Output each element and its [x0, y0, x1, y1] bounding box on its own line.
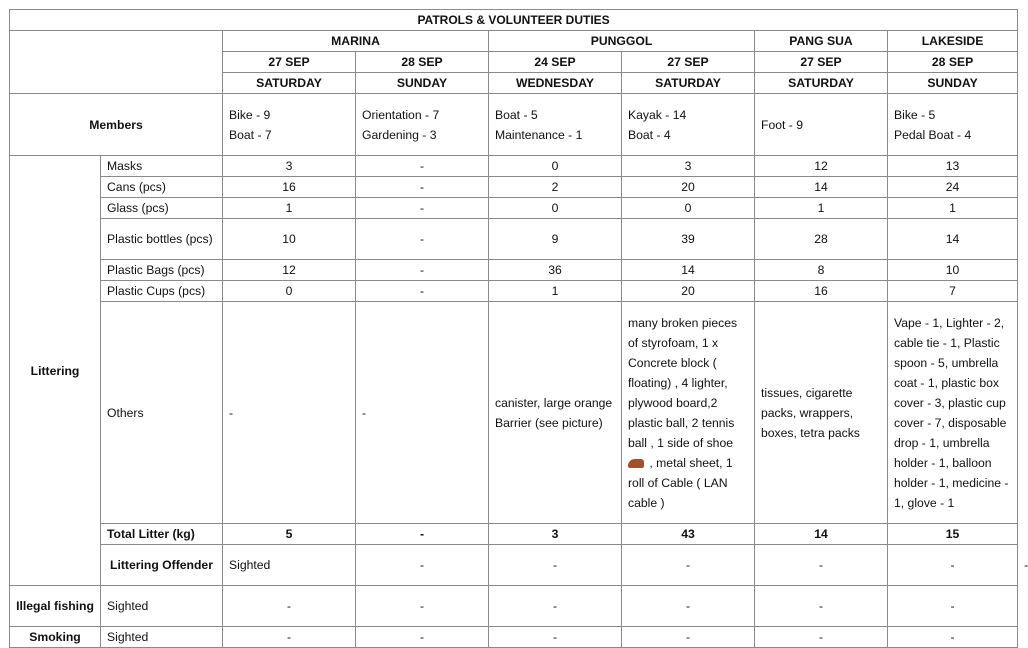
- members-label: Members: [10, 94, 223, 156]
- location-row: [10, 31, 1018, 52]
- members-cell: [888, 94, 1018, 156]
- total-cell: 5: [223, 524, 356, 545]
- member-line: Pedal Boat - 4: [894, 127, 972, 142]
- value-cell: -: [489, 586, 622, 627]
- others-cell: -: [223, 302, 356, 524]
- table-title: PATROLS & VOLUNTEER DUTIES: [10, 10, 1018, 31]
- day-cell: SATURDAY: [622, 73, 755, 94]
- date-cell: 28 SEP: [888, 52, 1018, 73]
- members-row: [10, 94, 1018, 156]
- total-cell: 14: [755, 524, 888, 545]
- value-cell: 0: [489, 198, 622, 219]
- title-row: [10, 10, 1018, 31]
- others-cell: -: [356, 302, 489, 524]
- value-cell: -: [356, 198, 489, 219]
- row-label: Plastic Cups (pcs): [101, 281, 223, 302]
- value-cell: 28: [755, 219, 888, 260]
- total-cell: -: [356, 524, 489, 545]
- value-cell: -: [356, 156, 489, 177]
- date-cell: 27 SEP: [755, 52, 888, 73]
- date-cell: 27 SEP: [223, 52, 356, 73]
- value-cell: 12: [755, 156, 888, 177]
- member-line: Bike - 9: [229, 107, 271, 122]
- value-cell: -: [223, 627, 356, 648]
- others-text: , metal sheet, 1 roll of Cable ( LAN cable ): [628, 455, 733, 510]
- member-line: Orientation - 7: [362, 107, 440, 122]
- location-marina: MARINA: [223, 31, 489, 52]
- value-cell: 2: [489, 177, 622, 198]
- member-line: Foot - 9: [761, 117, 803, 132]
- value-cell: -: [755, 586, 888, 627]
- others-cell: tissues, cigarette packs, wrappers, boxes, tetra packs: [755, 302, 888, 524]
- value-cell: -: [622, 545, 755, 586]
- value-cell: 1: [888, 198, 1018, 219]
- total-row: [10, 524, 1018, 545]
- value-cell: -: [888, 586, 1018, 627]
- member-line: Kayak - 14: [628, 107, 687, 122]
- value-cell: 16: [755, 281, 888, 302]
- fishing-row: [10, 586, 1018, 627]
- table-row: [10, 198, 1018, 219]
- value-cell: 3: [223, 156, 356, 177]
- day-cell: SUNDAY: [888, 73, 1018, 94]
- value-cell: 14: [622, 260, 755, 281]
- value-cell: -: [356, 177, 489, 198]
- value-cell: 12: [223, 260, 356, 281]
- row-label: Sighted: [101, 586, 223, 627]
- day-cell: SATURDAY: [755, 73, 888, 94]
- value-cell: -: [489, 545, 622, 586]
- members-cell: [356, 94, 489, 156]
- value-cell: 1: [755, 198, 888, 219]
- value-cell: 9: [489, 219, 622, 260]
- table-row: [10, 260, 1018, 281]
- smoking-row: [10, 627, 1018, 648]
- value-cell: -: [356, 545, 489, 586]
- total-label: Total Litter (kg): [101, 524, 223, 545]
- value-cell: -: [356, 281, 489, 302]
- row-label: Cans (pcs): [101, 177, 223, 198]
- row-label: Plastic bottles (pcs): [101, 219, 223, 260]
- value-cell: 14: [888, 219, 1018, 260]
- value-cell: 7: [888, 281, 1018, 302]
- date-cell: 27 SEP: [622, 52, 755, 73]
- fishing-label: Illegal fishing: [10, 586, 101, 627]
- value-cell: 1: [489, 281, 622, 302]
- members-cell: [223, 94, 356, 156]
- row-label: Plastic Bags (pcs): [101, 260, 223, 281]
- members-cell: [622, 94, 755, 156]
- value-cell: 1: [223, 198, 356, 219]
- shoe-icon: [628, 459, 644, 468]
- value-cell: 20: [622, 281, 755, 302]
- value-cell: -: [223, 586, 356, 627]
- value-cell: -: [489, 627, 622, 648]
- member-line: Boat - 5: [495, 107, 538, 122]
- value-cell: 14: [755, 177, 888, 198]
- total-cell: 3: [489, 524, 622, 545]
- others-cell: canister, large orange Barrier (see picture): [489, 302, 622, 524]
- location-punggol: PUNGGOL: [489, 31, 755, 52]
- row-label: Others: [101, 302, 223, 524]
- value-cell: -: [622, 586, 755, 627]
- day-cell: SATURDAY: [223, 73, 356, 94]
- others-cell: Vape - 1, Lighter - 2, cable tie - 1, Plastic spoon - 5, umbrella coat - 1, plastic box cover - 3, plastic cup cover - 7, disposable drop - 1, umbrella holder - 1, balloon holder - 1, medicine - 1, glove - 1: [888, 302, 1018, 524]
- member-line: Boat - 4: [628, 127, 671, 142]
- row-label: Glass (pcs): [101, 198, 223, 219]
- value-cell: 3: [622, 156, 755, 177]
- location-lakeside: LAKESIDE: [888, 31, 1018, 52]
- table-row: [10, 177, 1018, 198]
- value-cell: 24: [888, 177, 1018, 198]
- value-cell: 36: [489, 260, 622, 281]
- smoking-label: Smoking: [10, 627, 101, 648]
- value-cell: 13: [888, 156, 1018, 177]
- member-line: Gardening - 3: [362, 127, 437, 142]
- offender-row: Littering Offender Sighted - - - - - -: [10, 545, 1018, 586]
- value-cell: 10: [888, 260, 1018, 281]
- others-text: many broken pieces of styrofoam, 1 x Concrete block ( floating) , 4 lighter, plywood board,2 plastic ball, 2 tennis ball , 1 side of shoe: [628, 315, 738, 450]
- total-cell: 15: [888, 524, 1018, 545]
- table-row: [10, 281, 1018, 302]
- location-pang-sua: PANG SUA: [755, 31, 888, 52]
- value-cell: -: [356, 586, 489, 627]
- value-cell: -: [888, 545, 1018, 586]
- value-cell: 20: [622, 177, 755, 198]
- date-cell: 28 SEP: [356, 52, 489, 73]
- value-cell: -: [755, 545, 888, 586]
- value-cell: 0: [489, 156, 622, 177]
- total-cell: 43: [622, 524, 755, 545]
- value-cell: -: [622, 627, 755, 648]
- value-cell: 39: [622, 219, 755, 260]
- value-cell: 0: [223, 281, 356, 302]
- value-cell: 16: [223, 177, 356, 198]
- duties-table: [9, 9, 1028, 648]
- day-cell: SUNDAY: [356, 73, 489, 94]
- row-label: Sighted: [223, 545, 356, 586]
- value-cell: 8: [755, 260, 888, 281]
- member-line: Bike - 5: [894, 107, 936, 122]
- others-cell: [622, 302, 755, 524]
- day-cell: WEDNESDAY: [489, 73, 622, 94]
- header-blank-cell: [10, 31, 223, 94]
- value-cell: -: [755, 627, 888, 648]
- table-row: [10, 219, 1018, 260]
- members-cell: [755, 94, 888, 156]
- littering-label: Littering: [10, 156, 101, 586]
- row-label: Masks: [101, 156, 223, 177]
- value-cell: 0: [622, 198, 755, 219]
- member-line: Boat - 7: [229, 127, 272, 142]
- row-label: Sighted: [101, 627, 223, 648]
- table-row: [10, 156, 1018, 177]
- member-line: Maintenance - 1: [495, 127, 583, 142]
- value-cell: 10: [223, 219, 356, 260]
- value-cell: -: [888, 627, 1018, 648]
- others-row: [10, 302, 1018, 524]
- value-cell: -: [356, 219, 489, 260]
- members-cell: [489, 94, 622, 156]
- value-cell: -: [356, 627, 489, 648]
- value-cell: -: [356, 260, 489, 281]
- offender-label: Littering Offender: [101, 545, 223, 586]
- date-cell: 24 SEP: [489, 52, 622, 73]
